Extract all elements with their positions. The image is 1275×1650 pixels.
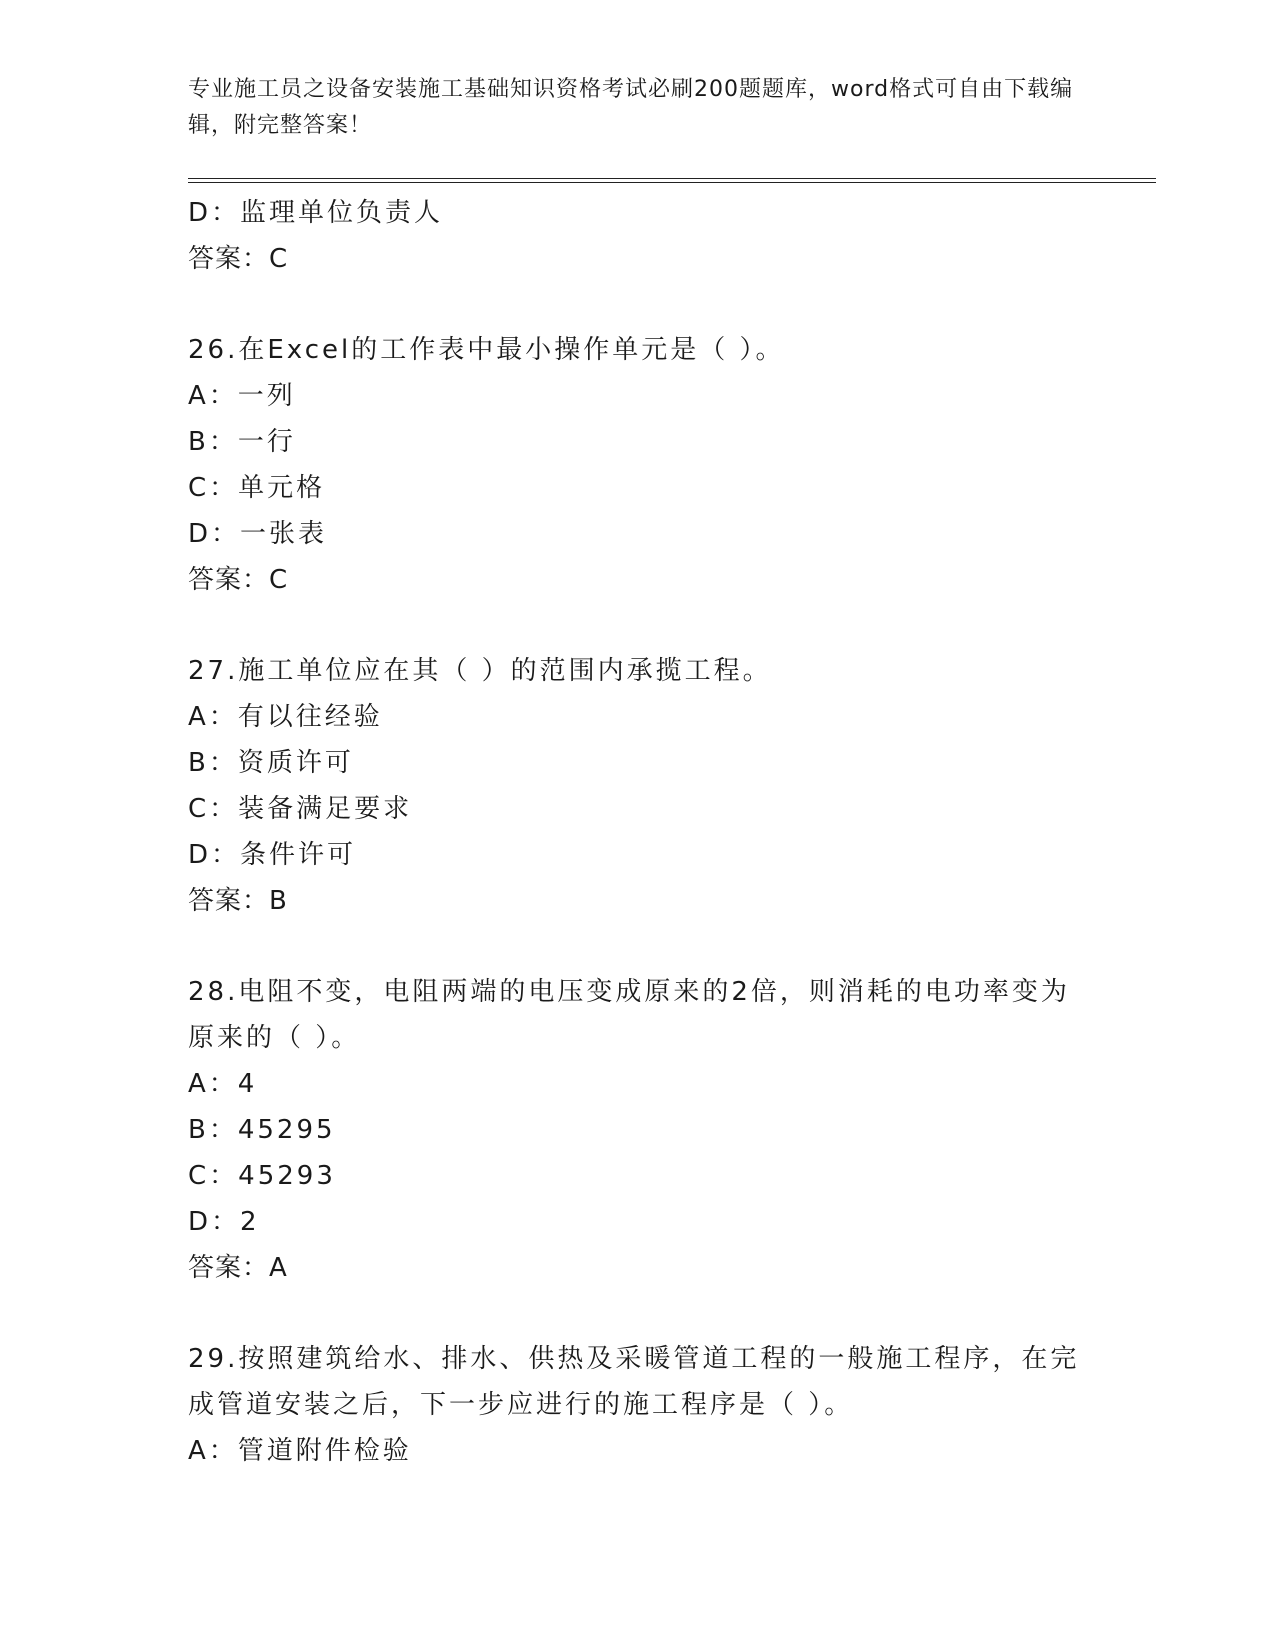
option-a: A：管道附件检验 (188, 1436, 412, 1466)
question-29 (188, 1336, 1088, 1474)
option-a: A：一列 (188, 381, 296, 411)
question-27 (188, 648, 1088, 924)
question-stem: 27.施工单位应在其（ ）的范围内承揽工程。 (188, 656, 772, 686)
question-stem: 29.按照建筑给水、排水、供热及采暖管道工程的一般施工程序，在完成管道安装之后，下一步应进行的施工程序是（ ）。 (188, 1344, 1080, 1420)
option-a: A：有以往经验 (188, 702, 383, 732)
option-c: C：单元格 (188, 473, 326, 503)
answer: 答案：C (188, 565, 289, 595)
question-stem: 26.在Excel的工作表中最小操作单元是（ ）。 (188, 335, 785, 365)
header-divider (188, 178, 1156, 183)
question-list (188, 190, 1088, 1474)
option-d: D：一张表 (188, 519, 328, 549)
option-b: B：一行 (188, 427, 296, 457)
option-d: D：2 (188, 1207, 260, 1237)
question-stem: 28.电阻不变，电阻两端的电压变成原来的2倍，则消耗的电功率变为原来的（ ）。 (188, 977, 1070, 1053)
answer: 答案：A (188, 1253, 288, 1283)
option-b: B：45295 (188, 1115, 336, 1145)
option-b: B：资质许可 (188, 748, 354, 778)
answer: 答案：C (188, 244, 289, 274)
option-a: A：4 (188, 1069, 258, 1099)
option-d: D：条件许可 (188, 840, 357, 870)
option-c: C：装备满足要求 (188, 794, 413, 824)
page-header: 专业施工员之设备安装施工基础知识资格考试必刷200题题库，word格式可自由下载编辑，附完整答案！ (188, 77, 1074, 138)
option-c: C：45293 (188, 1161, 336, 1191)
question-26 (188, 327, 1088, 603)
option-d: D：监理单位负责人 (188, 198, 444, 228)
question-28 (188, 969, 1088, 1291)
answer: 答案：B (188, 886, 288, 916)
